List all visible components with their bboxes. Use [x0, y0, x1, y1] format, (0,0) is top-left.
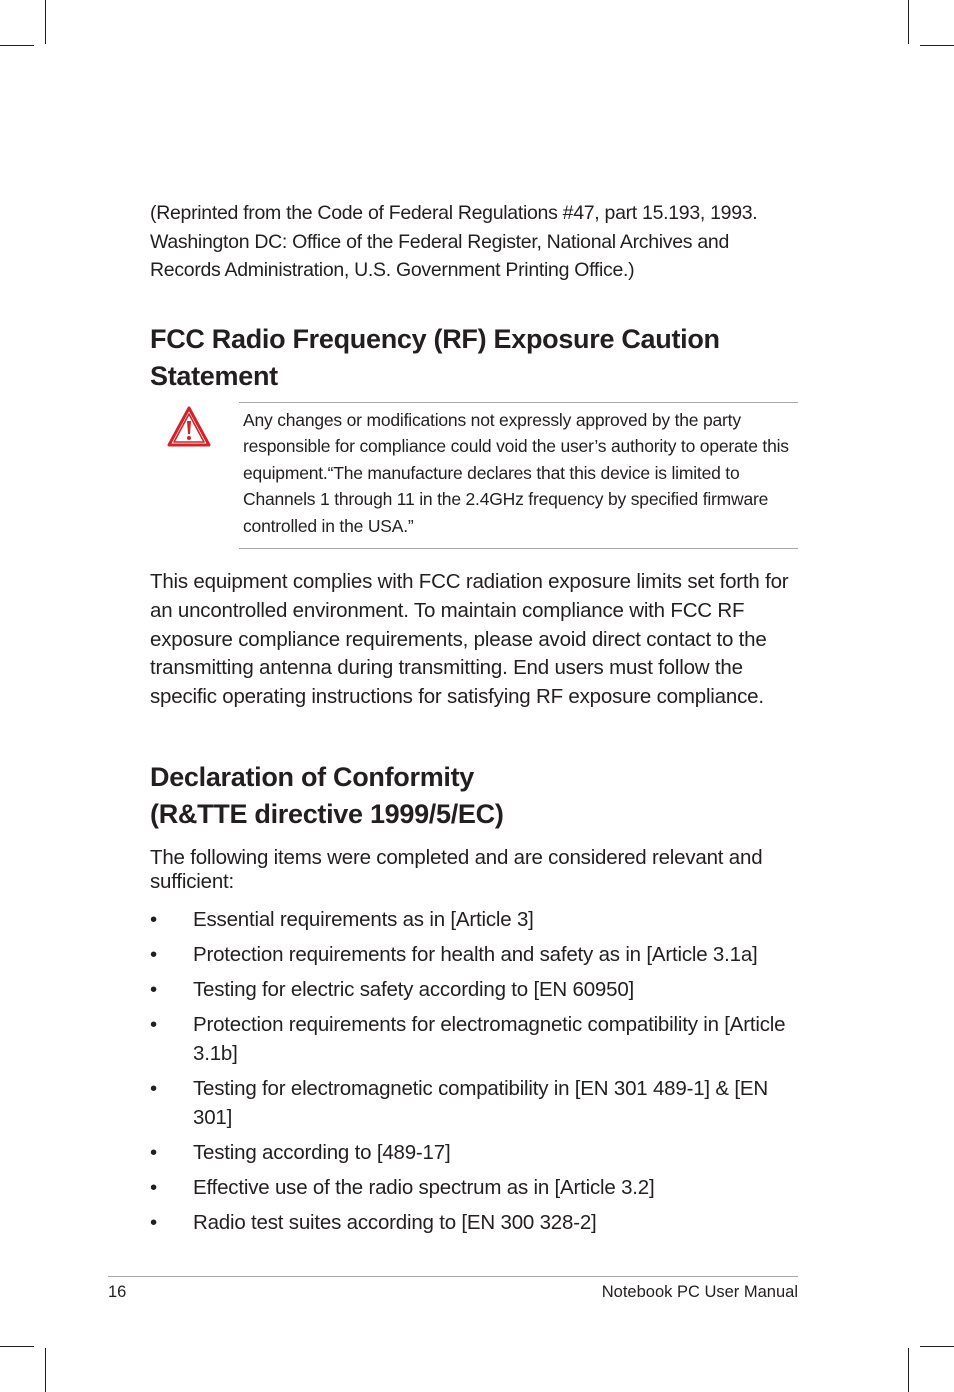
footer-rule — [108, 1276, 798, 1277]
requirements-list — [150, 905, 798, 1243]
crop-mark — [45, 1348, 46, 1392]
caution-text: Any changes or modifications not expressly approved by the party responsible for compliance could void the user’s authority to operate this equipment.“The manufacture declares that this device is limited to Channels 1 through 11 in the 2.4GHz frequency by specified firmware controlled in the USA.” — [243, 410, 789, 536]
list-item — [150, 1208, 798, 1237]
doc-intro: The following items were completed and are considered relevant and sufficient: — [150, 846, 763, 893]
page-number: 16 — [108, 1283, 127, 1301]
list-item-text: Protection requirements for health and safety as in [Article 3.1a] — [193, 943, 758, 966]
manual-title: Notebook PC User Manual — [601, 1283, 798, 1301]
bullet: • — [150, 908, 157, 931]
rf-exposure-paragraph: This equipment complies with FCC radiation exposure limits set forth for an uncontrolled environment. To maintain compliance with FCC RF exposure compliance requirements, please avoid direct contact to the transmitting antenna during transmitting. End users must follow the specific operating instructions for satisfying RF exposure compliance. — [150, 570, 789, 709]
list-item-text: Protection requirements for electromagnetic compatibility in [Article 3.1b] — [193, 1013, 786, 1065]
crop-mark — [45, 0, 46, 44]
doc-heading-line1: Declaration of Conformity — [150, 762, 475, 792]
doc-heading — [150, 759, 798, 833]
caution-bottom-rule — [239, 548, 798, 549]
bullet: • — [150, 943, 157, 966]
fcc-heading: FCC Radio Frequency (RF) Exposure Caution Statement — [150, 324, 720, 391]
crop-mark — [908, 0, 909, 44]
bullet: • — [150, 1211, 157, 1234]
list-item — [150, 905, 798, 934]
list-item — [150, 1138, 798, 1167]
bullet: • — [150, 1141, 157, 1164]
crop-mark — [920, 45, 954, 46]
doc-heading-line2: (R&TTE directive 1999/5/EC) — [150, 799, 504, 829]
list-item-text: Effective use of the radio spectrum as in [Article 3.2] — [193, 1176, 655, 1199]
reprint-note: (Reprinted from the Code of Federal Regulations #47, part 15.193, 1993. Washington DC: Office of the Federal Register, National Archives and Records Administration, U.S. Government Printing Office.) — [150, 202, 758, 281]
crop-mark — [0, 1346, 34, 1347]
crop-mark — [920, 1346, 954, 1347]
list-item — [150, 1010, 798, 1068]
list-item-text: Testing according to [489-17] — [193, 1141, 451, 1164]
list-item — [150, 1074, 798, 1132]
crop-mark — [908, 1348, 909, 1392]
list-item — [150, 940, 798, 969]
list-item-text: Essential requirements as in [Article 3] — [193, 908, 534, 931]
bullet: • — [150, 978, 157, 1001]
bullet: • — [150, 1176, 157, 1199]
crop-mark — [0, 45, 34, 46]
list-item — [150, 1173, 798, 1202]
bullet: • — [150, 1013, 157, 1036]
bullet: • — [150, 1077, 157, 1100]
caution-top-rule — [239, 402, 798, 403]
list-item-text: Testing for electric safety according to [EN 60950] — [193, 978, 635, 1001]
list-item-text: Radio test suites according to [EN 300 328-2] — [193, 1211, 597, 1234]
list-item — [150, 975, 798, 1004]
caution-triangle-icon — [166, 405, 212, 449]
list-item-text: Testing for electromagnetic compatibility in [EN 301 489-1] & [EN 301] — [193, 1077, 768, 1129]
